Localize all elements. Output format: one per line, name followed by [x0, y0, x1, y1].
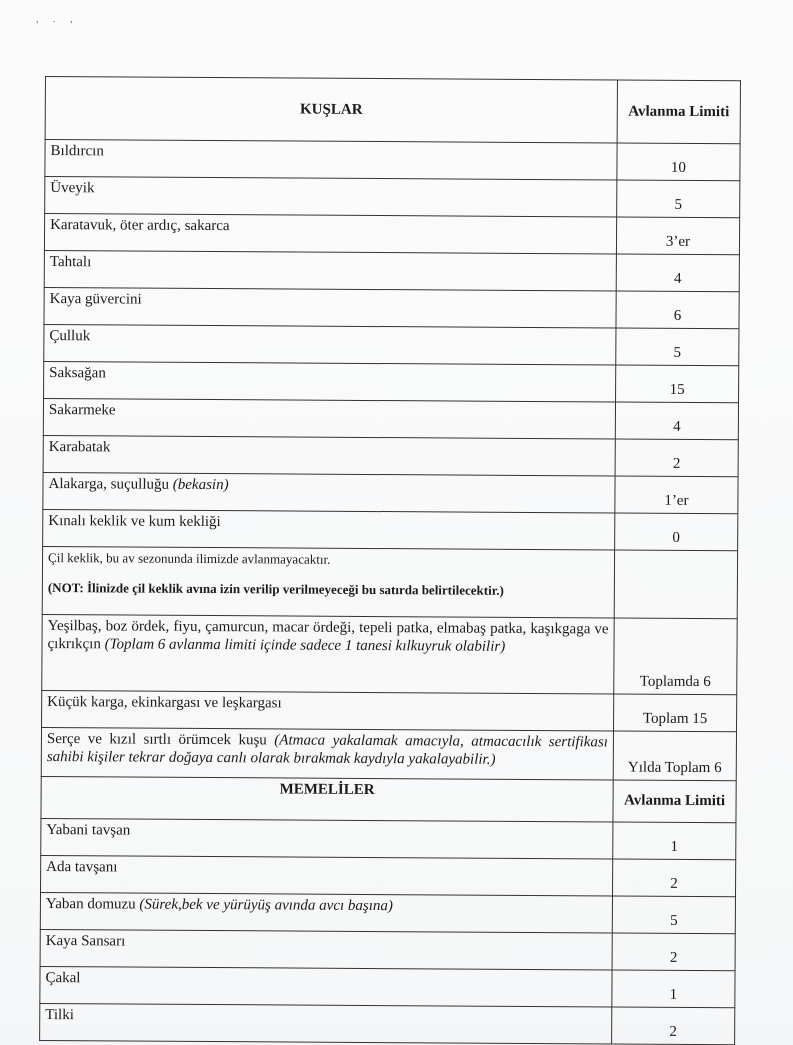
table-row [44, 324, 739, 365]
mammals-header-row [41, 776, 736, 822]
species-name: Tilki [40, 1003, 612, 1043]
duck-names: Yeşilbaş, boz ördek, fiyu, çamurcun, macar ördeği, tepeli patka, elmabaş patka, kaşıkgaga ve çıkrıkçın [47, 618, 609, 653]
table-row [40, 1003, 735, 1044]
duck-limit: Toplamda 6 [614, 618, 737, 695]
table-row [43, 435, 738, 476]
crow-cell: Küçük karga, ekinkargası ve leşkargası [42, 690, 614, 730]
table-row [44, 287, 739, 328]
sparrow-note: (Atmaca yakalamak amacıyla, atmacacılık sertifikası sahibi kişiler tekrar doğaya canlı olarak bırakmak kaydıyla yakalayabilir.) [46, 732, 609, 768]
species-name: Kaya Sansarı [40, 929, 612, 969]
species-name: Saksağan [44, 361, 616, 401]
table-row [44, 214, 739, 255]
species-name: Sakarmeke [43, 398, 615, 438]
species-name: Bıldırcın [45, 140, 617, 180]
species-name: Tahtalı [44, 250, 616, 290]
species-name-text: Yaban domuzu [45, 896, 136, 913]
species-limit: 5 [612, 896, 735, 934]
species-limit: 6 [616, 291, 739, 329]
birds-limit-header: Avlanma Limiti [617, 80, 740, 144]
duck-note: (Toplam 6 avlanma limiti içinde sadece 1 tanesi kılkuyruk olabilir) [104, 636, 506, 655]
species-limit: 2 [613, 859, 736, 897]
table-row [44, 361, 739, 402]
species-limit: 2 [615, 439, 738, 477]
scan-mark: , . , [36, 14, 79, 25]
species-limit: 15 [616, 365, 739, 403]
table-row [43, 472, 738, 513]
table-row [40, 892, 735, 933]
hunting-limits-table [39, 76, 741, 1045]
table-row [41, 818, 736, 859]
species-name: Karabatak [43, 435, 615, 475]
species-name: Yabani tavşan [41, 818, 613, 858]
species-name: Ada tavşanı [41, 855, 613, 895]
mammals-limit-header: Avlanma Limiti [613, 780, 736, 823]
species-limit: 5 [617, 180, 740, 218]
species-name-text: Alakarga, suçulluğu [48, 476, 170, 493]
species-limit [614, 550, 737, 619]
table-row [45, 140, 740, 181]
species-limit: 2 [612, 1007, 735, 1045]
species-limit: 5 [616, 328, 739, 366]
species-limit: 10 [617, 143, 740, 181]
table-row [43, 509, 738, 550]
species-limit: 1’er [615, 476, 738, 514]
sparrow-row [41, 727, 736, 780]
mammals-header: MEMELİLER [41, 776, 613, 821]
species-limit: 1 [613, 822, 736, 860]
species-limit: 3’er [616, 217, 739, 255]
crow-row [42, 690, 737, 731]
cil-keklik-cell [42, 546, 614, 617]
table-row [40, 929, 735, 970]
birds-header: KUŞLAR [45, 77, 617, 143]
species-name: Çulluk [44, 324, 616, 364]
species-limit: 1 [612, 970, 735, 1008]
species-limit: 4 [615, 402, 738, 440]
species-name-italic: (bekasin) [172, 476, 229, 494]
duck-cell [42, 614, 614, 693]
table-row [44, 250, 739, 291]
cil-keklik-text: Çil keklik, bu av sezonunda ilimizde avlanmayacaktır. [48, 550, 331, 567]
table-row [41, 855, 736, 896]
sparrow-names: Serçe ve kızıl sırtlı örümcek kuşu [46, 731, 267, 749]
species-name [43, 472, 615, 512]
duck-row [42, 614, 737, 694]
birds-header-row [45, 77, 740, 144]
species-name: Üveyik [45, 177, 617, 217]
species-name-italic: (Sürek,bek ve yürüyüş avında avcı başına) [139, 896, 393, 915]
species-name: Karatavuk, öter ardıç, sakarca [44, 214, 616, 254]
species-limit: 4 [616, 254, 739, 292]
species-name: Kınalı keklik ve kum kekliği [43, 509, 615, 549]
species-limit: 2 [612, 933, 735, 971]
species-name: Çakal [40, 966, 612, 1006]
species-name: Kaya güvercini [44, 287, 616, 327]
species-name [40, 892, 612, 932]
species-limit: 0 [615, 513, 738, 551]
crow-limit: Toplam 15 [614, 694, 737, 732]
table-row [43, 398, 738, 439]
cil-keklik-row [42, 546, 737, 618]
table-row [40, 966, 735, 1007]
cil-keklik-note: (NOT: İlinizde çil keklik avına izin verilip verilmeyeceği bu satırda belirtilecektir.) [47, 580, 504, 598]
sparrow-limit: Yılda Toplam 6 [613, 731, 736, 781]
sparrow-cell [41, 727, 613, 779]
table-row [45, 177, 740, 218]
